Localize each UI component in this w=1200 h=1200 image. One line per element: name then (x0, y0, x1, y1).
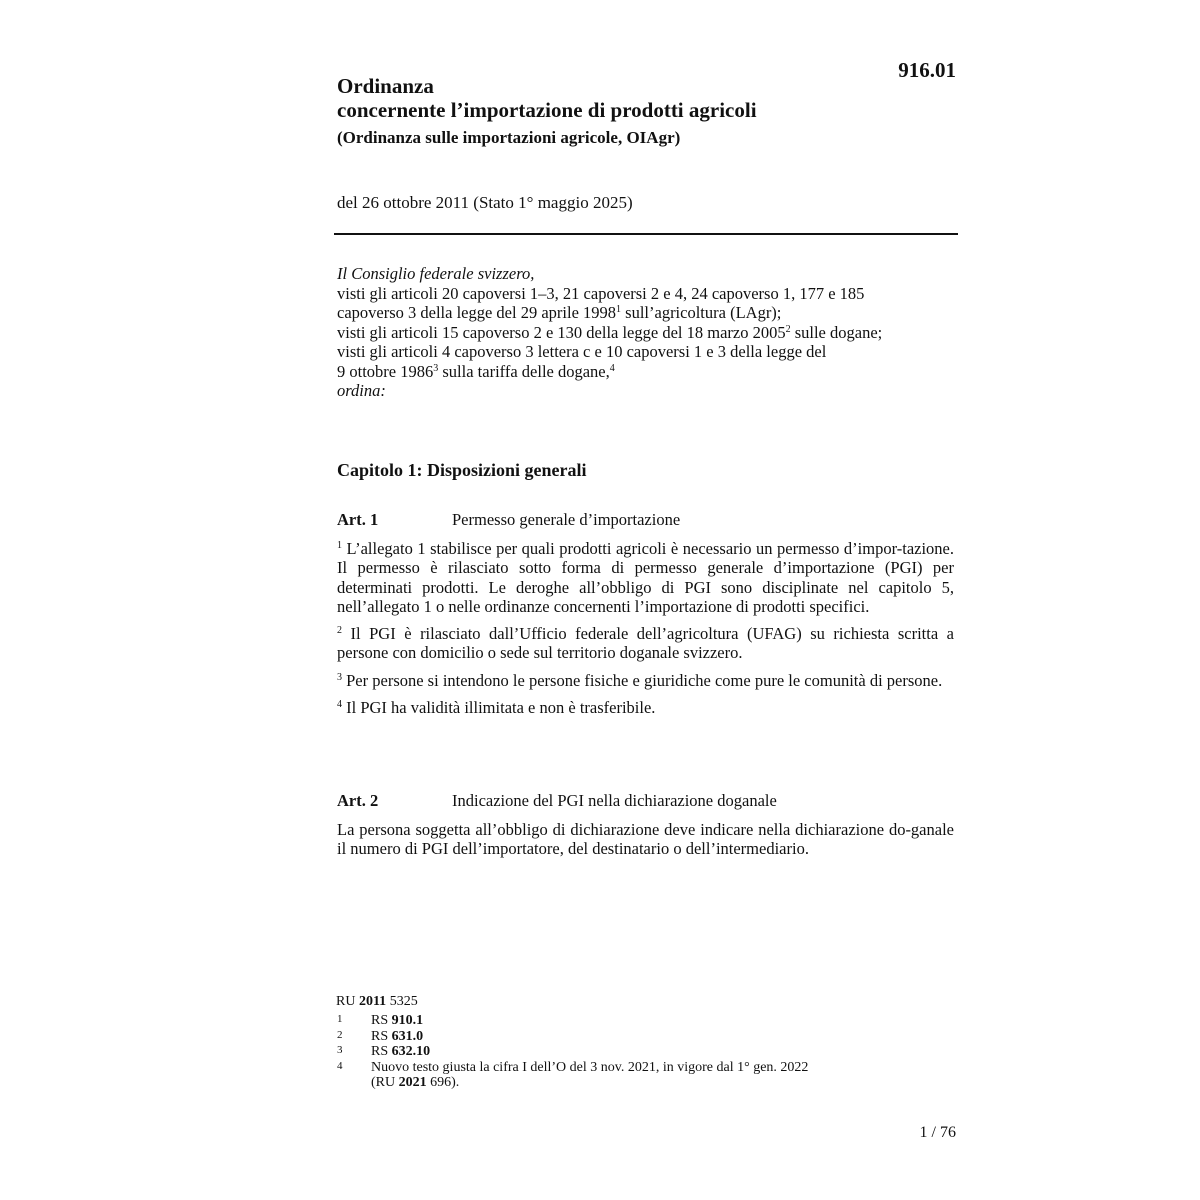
preamble-text: sulla tariffa delle dogane, (438, 361, 610, 381)
footnote (337, 1013, 957, 1029)
footnote-text (371, 1013, 957, 1029)
article-2-body (337, 820, 954, 867)
article-1-body (337, 539, 954, 725)
article-title: Permesso generale d’importazione (452, 510, 681, 529)
paragraph-number: 1 (337, 540, 342, 551)
footnote-ref[interactable]: 1 (616, 304, 622, 315)
footnote-link[interactable]: 632.10 (391, 1044, 431, 1059)
footnote-ref[interactable]: 4 (609, 362, 615, 374)
preamble-text: sull’agricoltura (LAgr); (621, 303, 782, 322)
footnote-ref[interactable]: 3 (433, 362, 439, 374)
paragraph-text: Il PGI ha validità illimitata e non è trasferibile. (342, 698, 656, 718)
footnote (337, 1060, 957, 1091)
paragraph-number: 2 (337, 625, 342, 637)
preamble-text: capoverso 3 della legge del 29 aprile 1998 (337, 303, 617, 322)
footnote-link[interactable]: 631.0 (391, 1028, 424, 1044)
paragraph (337, 698, 954, 717)
ru-year: 2011 (358, 994, 387, 1009)
footnote-number: 3 (337, 1044, 343, 1056)
paragraph: La persona soggetta all’obbligo di dichiarazione deve indicare nella dichiarazione do-ganale il numero di PGI dell’importatore, del destinatario o dell’intermediario. (337, 820, 954, 859)
title-short-name: (Ordinanza sulle importazioni agricole, OIAgr) (337, 128, 681, 147)
footnote-number: 1 (337, 1013, 343, 1025)
footnote-link[interactable]: 910.1 (391, 1013, 424, 1028)
sr-number: 916.01 (898, 58, 956, 82)
paragraph-number: 4 (337, 699, 342, 711)
preamble-line (337, 362, 957, 382)
article-number: Art. 1 (337, 510, 379, 529)
document-date: del 26 ottobre 2011 (Stato 1° maggio 2025) (337, 193, 633, 212)
paragraph (337, 624, 954, 663)
header-divider (334, 233, 958, 235)
article-1-heading (337, 510, 680, 530)
paragraph (337, 539, 954, 616)
footnote-number: 2 (337, 1028, 343, 1041)
title-line-2: concernente l’importazione di prodotti agricoli (337, 98, 757, 122)
footnote-number: 4 (337, 1059, 343, 1072)
ru-prefix: RU (336, 994, 359, 1009)
preamble-ordina: ordina: (337, 381, 386, 400)
footnote-line: Nuovo testo giusta la cifra I dell’O del 3 nov. 2021, in vigore dal 1° gen. 2022 (371, 1059, 809, 1075)
footnote-text (371, 1060, 957, 1091)
article-title: Indicazione del PGI nella dichiarazione doganale (452, 791, 777, 810)
footnotes (337, 1013, 957, 1091)
preamble-line (337, 303, 957, 323)
ru-page: 5325 (386, 994, 418, 1009)
preamble-text: 9 ottobre 1986 (337, 361, 434, 381)
chapter-heading: Capitolo 1: Disposizioni generali (337, 460, 587, 480)
title-line-1: Ordinanza (337, 74, 434, 98)
preamble-text: sulle dogane; (790, 322, 883, 342)
paragraph-text: L’allegato 1 stabilisce per quali prodotti agricoli è necessario un permesso d’impor-tazione. Il permesso è rilasciato sotto forma di permesso generale d’importazione (PGI) per determinati prodotti. Le deroghe all’obbligo di PGI sono disciplinate nel capitolo 5, nell’allegato 1 o nelle ordinanze concernenti l’importazione di prodotti specifici. (337, 539, 954, 616)
footnote-ref[interactable]: 2 (785, 323, 791, 335)
preamble-line (337, 323, 957, 343)
footnote-line: 696). (426, 1075, 460, 1090)
footnote-text (371, 1029, 957, 1045)
article-number: Art. 2 (337, 791, 379, 810)
preamble-line: visti gli articoli 4 capoverso 3 lettera c e 10 capoversi 1 e 3 della legge del (337, 342, 827, 361)
document-title (337, 74, 877, 150)
ru-reference (336, 994, 418, 1010)
paragraph-number: 3 (337, 671, 342, 683)
footnote-prefix: RS (371, 1028, 392, 1044)
footnote-line: (RU (371, 1075, 399, 1090)
page-number: 1 / 76 (919, 1124, 956, 1141)
preamble-authority: Il Consiglio federale svizzero, (337, 264, 535, 283)
preamble-line: visti gli articoli 20 capoversi 1–3, 21 capoversi 2 e 4, 24 capoverso 1, 177 e 185 (337, 283, 865, 303)
preamble-text: visti gli articoli 15 capoverso 2 e 130 della legge del 18 marzo 2005 (337, 322, 786, 342)
footnote-text (371, 1044, 957, 1060)
paragraph-text: Il PGI è rilasciato dall’Ufficio federale dell’agricoltura (UFAG) su richiesta scritta a persone con domicilio o sede sul territorio doganale svizzero. (337, 624, 954, 663)
footnote-prefix: RS (371, 1013, 392, 1028)
footnote (337, 1029, 957, 1045)
paragraph (337, 671, 954, 690)
footnote-link[interactable]: 2021 (398, 1075, 427, 1090)
footnote (337, 1044, 957, 1060)
paragraph-text: Per persone si intendono le persone fisiche e giuridiche come pure le comunità di persone. (342, 670, 943, 690)
preamble (337, 264, 957, 401)
footnote-prefix: RS (371, 1044, 392, 1059)
article-2-heading (337, 791, 777, 811)
